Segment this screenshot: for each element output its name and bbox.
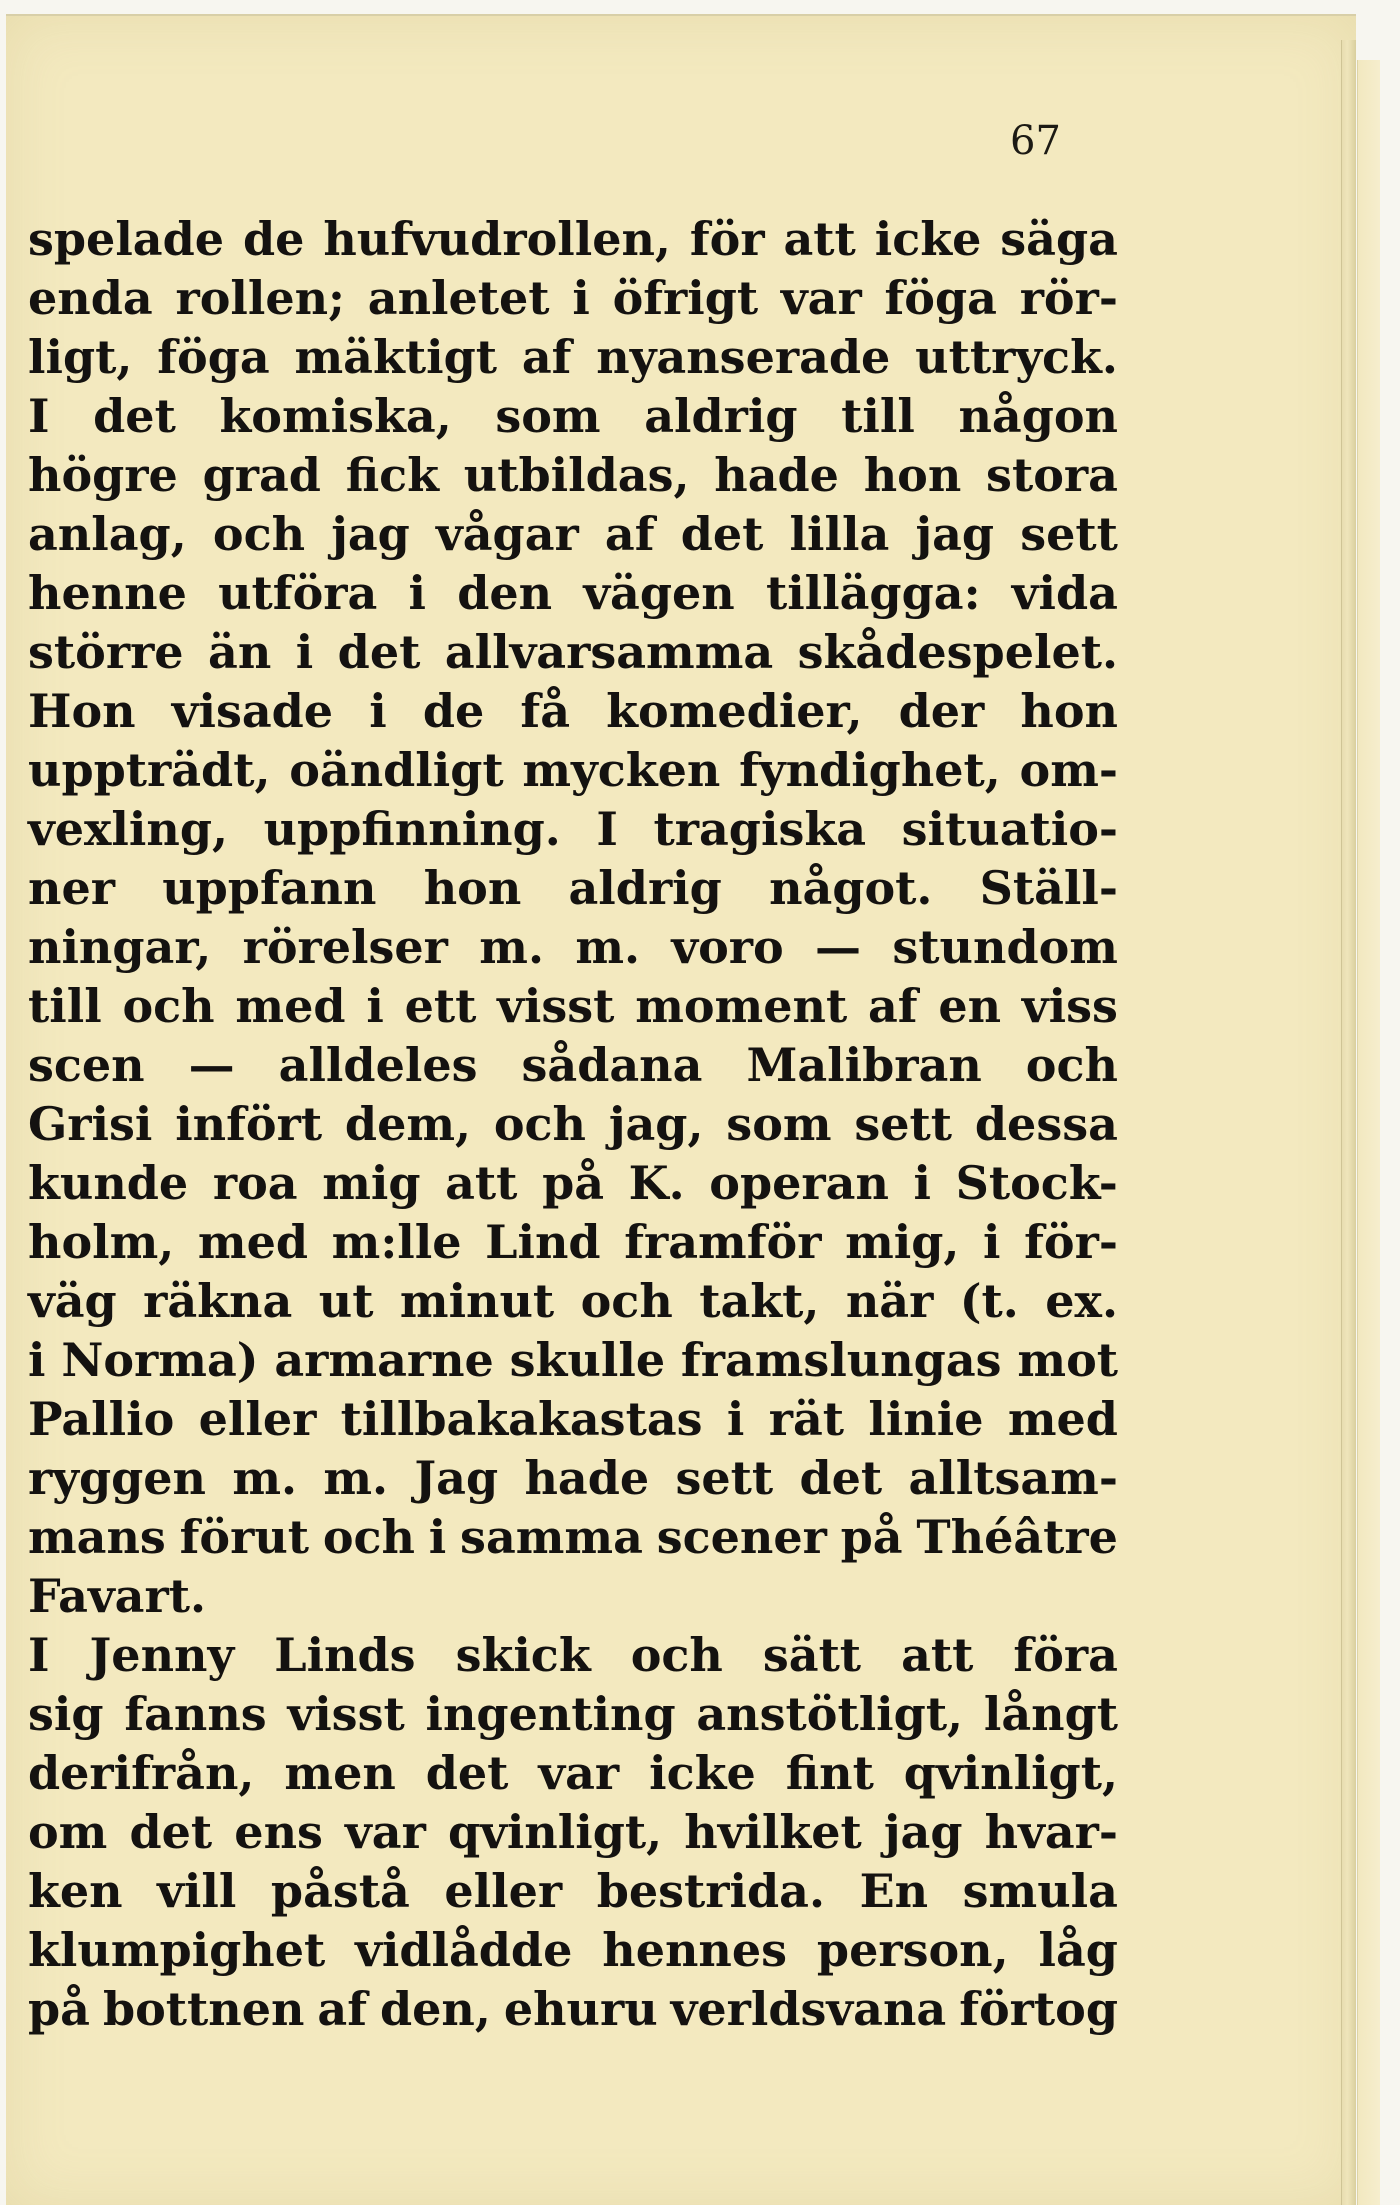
word: i: [366, 979, 384, 1033]
word: sig: [28, 1687, 104, 1741]
word: förut: [179, 1510, 310, 1564]
text-line: [28, 1567, 1118, 1626]
word: oändligt: [289, 743, 504, 797]
word: för-: [1024, 1215, 1118, 1269]
word: visst: [497, 979, 615, 1033]
word: högre: [28, 448, 178, 502]
word: person,: [816, 1923, 1009, 1977]
word: af: [604, 507, 655, 561]
word: Grisi: [28, 1097, 153, 1151]
word: och: [493, 1097, 586, 1151]
word: hade: [524, 1451, 650, 1505]
text-line: [28, 1508, 1118, 1567]
word: hvar-: [984, 1805, 1118, 1859]
word: scen: [28, 1038, 145, 1092]
word: henne: [28, 566, 187, 620]
word: aldrig: [644, 389, 798, 443]
word: ehuru: [503, 1982, 658, 2036]
word: i: [295, 625, 314, 679]
word: stundom: [892, 920, 1118, 974]
word: få: [520, 684, 571, 738]
word: i: [28, 1333, 46, 1387]
word: rollen;: [175, 271, 346, 325]
word: komedier,: [606, 684, 863, 738]
word: hvilket: [684, 1805, 862, 1859]
word: räkna: [143, 1274, 293, 1328]
text-line: [28, 623, 1118, 682]
word: till: [28, 979, 102, 1033]
word: icke: [649, 1746, 756, 1800]
word: smula: [962, 1864, 1118, 1918]
word: nyanserade: [596, 330, 891, 384]
word: hon: [1020, 684, 1118, 738]
word: ryggen: [28, 1451, 207, 1505]
text-line: [28, 505, 1118, 564]
word: ex.: [1045, 1274, 1118, 1328]
word: och: [212, 507, 306, 561]
word: bottnen: [102, 1982, 305, 2036]
word: hufvudrollen,: [323, 212, 671, 266]
word: och: [580, 1274, 673, 1328]
word: ingenting: [425, 1687, 676, 1741]
word: operan: [709, 1156, 889, 1210]
word: en: [938, 979, 1002, 1033]
text-line: [28, 1095, 1118, 1154]
word: tragiska: [653, 802, 867, 856]
word: infört: [175, 1097, 323, 1151]
word: var: [780, 271, 862, 325]
text-line: [28, 977, 1118, 1036]
word: K.: [628, 1156, 685, 1210]
text-line: [28, 387, 1118, 446]
text-line: [28, 328, 1118, 387]
word: hon: [423, 861, 522, 915]
word: anletet: [367, 271, 550, 325]
word: enda: [28, 271, 153, 325]
word: —: [188, 1038, 235, 1092]
word: hade: [714, 448, 839, 502]
word: skick: [455, 1628, 591, 1682]
word: uttryck.: [915, 330, 1118, 384]
word: något.: [769, 861, 933, 915]
word: vida: [1011, 566, 1118, 620]
word: att: [783, 212, 856, 266]
word: En: [859, 1864, 929, 1918]
word: vidlådde: [355, 1923, 573, 1977]
word: det: [337, 625, 421, 679]
text-line: [28, 1862, 1118, 1921]
word: det: [425, 1746, 509, 1800]
word: var: [345, 1805, 426, 1859]
word: mycken: [522, 743, 721, 797]
word: föga: [157, 330, 270, 384]
word: moment: [635, 979, 848, 1033]
word: men: [284, 1746, 396, 1800]
word: sett: [675, 1451, 774, 1505]
word: jag: [883, 1805, 963, 1859]
word: långt: [983, 1687, 1118, 1741]
word: m.: [323, 1451, 389, 1505]
text-line: [28, 269, 1118, 328]
word: rör-: [1019, 271, 1118, 325]
word: rörelser: [242, 920, 448, 974]
word: armarne: [274, 1333, 494, 1387]
text-line: [28, 1685, 1118, 1744]
word: än: [208, 625, 272, 679]
word: den: [457, 566, 553, 620]
word: komiska,: [219, 389, 452, 443]
word: skulle: [509, 1333, 666, 1387]
word: roa: [212, 1156, 298, 1210]
word: i: [572, 271, 590, 325]
word: mäktigt: [294, 330, 497, 384]
word: låg: [1038, 1923, 1118, 1977]
word: anlag,: [28, 507, 187, 561]
word: Pallio: [28, 1392, 175, 1446]
word: till: [841, 389, 915, 443]
word: vågar: [436, 507, 579, 561]
word: i: [913, 1156, 932, 1210]
word: förtog: [959, 1982, 1118, 2036]
word: vägen: [583, 566, 735, 620]
word: fanns: [124, 1687, 267, 1741]
word: m.: [575, 920, 640, 974]
word: i: [726, 1392, 745, 1446]
word: voro: [671, 920, 784, 974]
text-line: [28, 564, 1118, 623]
word: grad: [202, 448, 321, 502]
word: eller: [198, 1392, 317, 1446]
word: hon: [863, 448, 962, 502]
word: Jag: [414, 1451, 499, 1505]
word: alltsam-: [908, 1451, 1118, 1505]
word: visst: [287, 1687, 405, 1741]
word: linie: [868, 1392, 984, 1446]
word: skådespelet.: [797, 625, 1118, 679]
word: derifrån,: [28, 1746, 255, 1800]
text-line: [28, 446, 1118, 505]
word: mig,: [845, 1215, 960, 1269]
text-line: [28, 1331, 1118, 1390]
word: det: [799, 1451, 883, 1505]
word: de: [242, 212, 305, 266]
word: det: [129, 1805, 213, 1859]
text-line: [28, 1626, 1118, 1685]
word: Ställ-: [979, 861, 1118, 915]
text-line: [28, 1449, 1118, 1508]
word: det: [93, 389, 176, 443]
word: att: [445, 1156, 518, 1210]
word: ett: [404, 979, 477, 1033]
word: lilla: [789, 507, 890, 561]
word: bestrida.: [596, 1864, 825, 1918]
word: sett: [854, 1097, 953, 1151]
word: mig: [322, 1156, 421, 1210]
word: på: [28, 1982, 90, 2036]
word: I: [28, 389, 50, 443]
text-line: [28, 918, 1118, 977]
word: när: [845, 1274, 934, 1328]
word: vill: [157, 1864, 237, 1918]
word: ner: [28, 861, 115, 915]
word: stora: [986, 448, 1118, 502]
word: i: [428, 1510, 447, 1564]
word: på: [542, 1156, 605, 1210]
word: och: [322, 1510, 415, 1564]
word: föra: [1013, 1628, 1118, 1682]
word: Stock-: [955, 1156, 1118, 1210]
word: samma: [460, 1510, 643, 1564]
word: att: [901, 1628, 974, 1682]
word: jag: [915, 507, 995, 561]
word: Malibran: [746, 1038, 982, 1092]
word: takt,: [699, 1274, 820, 1328]
word: klumpighet: [28, 1923, 326, 1977]
word: fick: [345, 448, 440, 502]
word: (t.: [959, 1274, 1019, 1328]
word: sådana: [521, 1038, 703, 1092]
text-line: [28, 1921, 1118, 1980]
word: rät: [768, 1392, 844, 1446]
text-line: [28, 1390, 1118, 1449]
word: mans: [28, 1510, 166, 1564]
word: aldrig: [568, 861, 722, 915]
word: minut: [399, 1274, 555, 1328]
word: viss: [1021, 979, 1118, 1033]
word: öfrigt: [612, 271, 759, 325]
word: vexling,: [28, 802, 228, 856]
word: Norma): [61, 1333, 259, 1387]
word: —: [815, 920, 862, 974]
word: af: [868, 979, 918, 1033]
word: med: [235, 979, 346, 1033]
word: i: [369, 684, 387, 738]
word: på: [840, 1510, 903, 1564]
word: sett: [1020, 507, 1118, 561]
word: påstå: [270, 1864, 410, 1918]
word: I: [596, 802, 618, 856]
word: jag,: [608, 1097, 704, 1151]
word: icke: [874, 212, 982, 266]
word: scener: [656, 1510, 827, 1564]
word: ut: [318, 1274, 374, 1328]
word: den,: [379, 1982, 491, 2036]
word: Favart.: [28, 1569, 206, 1623]
word: säga: [1000, 212, 1118, 266]
text-line: [28, 741, 1118, 800]
page-number: 67: [1010, 118, 1061, 164]
word: tillbakakastas: [340, 1392, 703, 1446]
word: som: [495, 389, 601, 443]
text-line: [28, 1036, 1118, 1095]
word: ens: [234, 1805, 323, 1859]
word: alldeles: [278, 1038, 478, 1092]
word: dessa: [974, 1097, 1118, 1151]
word: Théâtre: [916, 1510, 1118, 1564]
word: qvinligt,: [447, 1805, 663, 1859]
word: Jenny: [89, 1628, 235, 1682]
word: der: [898, 684, 985, 738]
word: ligt,: [28, 330, 133, 384]
word: af: [317, 1982, 368, 2036]
word: och: [1025, 1038, 1118, 1092]
word: någon: [958, 389, 1118, 443]
word: utföra: [218, 566, 378, 620]
page-edge-stack: [1357, 60, 1380, 2205]
page-edge: [1341, 40, 1356, 2205]
text-line: [28, 1744, 1118, 1803]
word: hennes: [602, 1923, 788, 1977]
word: fint: [785, 1746, 874, 1800]
word: anstötligt,: [696, 1687, 964, 1741]
word: qvinligt,: [903, 1746, 1118, 1800]
word: uppfinning.: [263, 802, 561, 856]
word: holm,: [28, 1215, 175, 1269]
word: om-: [1019, 743, 1118, 797]
word: framför: [624, 1215, 822, 1269]
word: det: [680, 507, 764, 561]
word: kunde: [28, 1156, 189, 1210]
word: visade: [171, 684, 334, 738]
word: större: [28, 625, 184, 679]
text-line: [28, 1980, 1118, 2039]
text-line: [28, 682, 1118, 741]
text-line: [28, 1272, 1118, 1331]
word: situatio-: [901, 802, 1118, 856]
text-line: [28, 1154, 1118, 1213]
word: ningar,: [28, 920, 212, 974]
text-line: [28, 210, 1118, 269]
word: fyndighet,: [739, 743, 1001, 797]
word: m.: [232, 1451, 298, 1505]
word: och: [122, 979, 215, 1033]
word: Hon: [28, 684, 136, 738]
word: m.: [479, 920, 544, 974]
word: allvarsamma: [444, 625, 774, 679]
word: I: [28, 1628, 50, 1682]
word: med: [1007, 1392, 1118, 1446]
text-line: [28, 1803, 1118, 1862]
word: sätt: [762, 1628, 862, 1682]
word: och: [630, 1628, 723, 1682]
word: jag: [331, 507, 410, 561]
word: ken: [28, 1864, 123, 1918]
word: för: [689, 212, 765, 266]
text-line: [28, 1213, 1118, 1272]
word: med: [197, 1215, 309, 1269]
body-text: [28, 210, 1118, 2039]
word: af: [521, 330, 572, 384]
word: spelade: [28, 212, 225, 266]
word: framslungas: [680, 1333, 1002, 1387]
text-line: [28, 800, 1118, 859]
word: uppfann: [162, 861, 377, 915]
word: eller: [444, 1864, 563, 1918]
word: föga: [884, 271, 997, 325]
word: Linds: [274, 1628, 416, 1682]
word: väg: [28, 1274, 117, 1328]
word: om: [28, 1805, 108, 1859]
word: var: [538, 1746, 620, 1800]
word: de: [422, 684, 485, 738]
word: uppträdt,: [28, 743, 271, 797]
word: som: [726, 1097, 832, 1151]
word: i: [983, 1215, 1001, 1269]
word: Lind: [485, 1215, 601, 1269]
word: dem,: [344, 1097, 472, 1151]
word: mot: [1017, 1333, 1118, 1387]
word: i: [408, 566, 426, 620]
word: tillägga:: [765, 566, 981, 620]
word: m:lle: [331, 1215, 462, 1269]
text-line: [28, 859, 1118, 918]
word: verldsvana: [670, 1982, 947, 2036]
word: utbildas,: [463, 448, 690, 502]
